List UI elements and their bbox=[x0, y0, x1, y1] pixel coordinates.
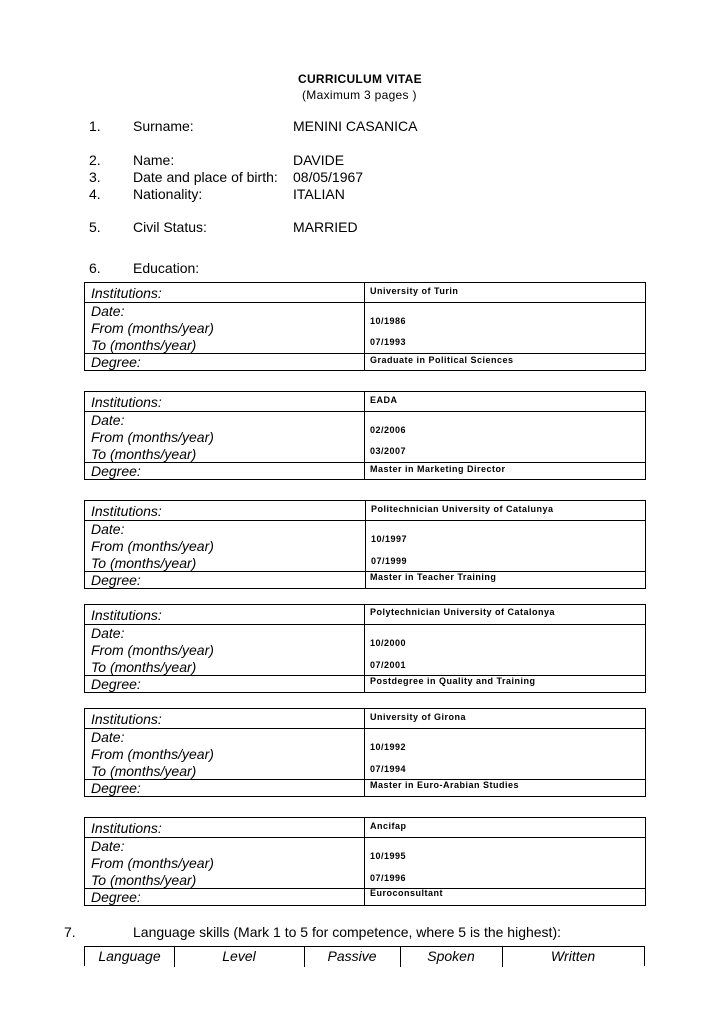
column-header-written: Written bbox=[550, 948, 596, 964]
institution-row bbox=[85, 283, 645, 303]
degree-row bbox=[85, 462, 645, 479]
to-value: 07/1999 bbox=[371, 556, 408, 566]
institutions-label: Institutions: bbox=[91, 503, 162, 519]
from-label: From (months/year) bbox=[91, 538, 214, 554]
degree-label: Degree: bbox=[91, 463, 141, 479]
field-label-surname: Surname: bbox=[133, 118, 194, 134]
field-number: 6. bbox=[89, 260, 101, 276]
degree-label: Degree: bbox=[91, 889, 141, 905]
to-label: To (months/year) bbox=[91, 763, 197, 779]
document-subtitle: (Maximum 3 pages ) bbox=[302, 88, 417, 102]
from-value: 10/1995 bbox=[370, 851, 407, 861]
institution-row bbox=[85, 392, 645, 412]
date-row bbox=[85, 728, 645, 780]
field-value-surname: MENINI CASANICA bbox=[293, 118, 418, 134]
language-section-heading: Language skills (Mark 1 to 5 for competence, where 5 is the highest): bbox=[133, 924, 561, 940]
institution-row bbox=[85, 501, 645, 521]
institution-value: University of Girona bbox=[370, 712, 467, 722]
language-skills-table bbox=[84, 946, 645, 966]
degree-row bbox=[85, 779, 645, 796]
document-title: CURRICULUM VITAE bbox=[298, 72, 422, 86]
education-table bbox=[84, 817, 646, 906]
to-value: 07/1996 bbox=[370, 873, 407, 883]
date-label: Date: bbox=[91, 412, 125, 428]
language-section-number: 7. bbox=[64, 924, 76, 940]
institution-value: Politechnician University of Catalunya bbox=[371, 504, 554, 514]
field-label-nationality: Nationality: bbox=[133, 186, 203, 202]
institution-value: University of Turin bbox=[370, 286, 459, 296]
education-table bbox=[84, 500, 646, 589]
date-label: Date: bbox=[91, 838, 125, 854]
degree-row bbox=[85, 675, 645, 692]
column-header-passive: Passive bbox=[327, 948, 377, 964]
from-label: From (months/year) bbox=[91, 429, 214, 445]
from-value: 10/2000 bbox=[370, 638, 407, 648]
to-value: 07/1994 bbox=[370, 764, 407, 774]
field-number: 4. bbox=[89, 186, 101, 202]
degree-value: Postdegree in Quality and Training bbox=[370, 676, 536, 686]
from-label: From (months/year) bbox=[91, 320, 214, 336]
from-value: 10/1986 bbox=[370, 316, 407, 326]
education-table bbox=[84, 604, 646, 693]
institutions-label: Institutions: bbox=[91, 394, 162, 410]
to-value: 07/1993 bbox=[370, 337, 407, 347]
to-label: To (months/year) bbox=[91, 555, 197, 571]
institution-row bbox=[85, 818, 645, 838]
field-number: 2. bbox=[89, 152, 101, 168]
education-table bbox=[84, 708, 646, 797]
degree-value: Euroconsultant bbox=[370, 888, 444, 898]
field-number: 1. bbox=[89, 118, 101, 134]
institution-value: Polytechnician University of Catalonya bbox=[370, 607, 556, 617]
field-label-civil-status: Civil Status: bbox=[133, 219, 207, 235]
from-label: From (months/year) bbox=[91, 642, 214, 658]
degree-value: Graduate in Political Sciences bbox=[370, 355, 514, 365]
field-label-birth: Date and place of birth: bbox=[133, 169, 278, 185]
from-label: From (months/year) bbox=[91, 855, 214, 871]
education-table bbox=[84, 391, 646, 480]
degree-label: Degree: bbox=[91, 354, 141, 370]
from-label: From (months/year) bbox=[91, 746, 214, 762]
degree-row bbox=[85, 353, 645, 370]
column-header-language: Language bbox=[98, 948, 161, 964]
from-value: 10/1997 bbox=[371, 534, 408, 544]
degree-row bbox=[85, 888, 645, 905]
date-row bbox=[85, 837, 645, 889]
date-label: Date: bbox=[91, 729, 125, 745]
degree-label: Degree: bbox=[91, 676, 141, 692]
field-number: 5. bbox=[89, 219, 101, 235]
column-header-level: Level bbox=[222, 948, 256, 964]
date-row bbox=[85, 520, 645, 572]
field-value-birth: 08/05/1967 bbox=[293, 169, 364, 185]
degree-value: Master in Teacher Training bbox=[370, 572, 497, 582]
date-row bbox=[85, 624, 645, 676]
to-value: 07/2001 bbox=[370, 660, 407, 670]
from-value: 02/2006 bbox=[370, 425, 407, 435]
degree-value: Master in Euro-Arabian Studies bbox=[370, 780, 520, 790]
date-label: Date: bbox=[91, 625, 125, 641]
field-label-education: Education: bbox=[133, 260, 200, 276]
institution-value: Ancifap bbox=[370, 821, 407, 831]
institutions-label: Institutions: bbox=[91, 285, 162, 301]
field-number: 3. bbox=[89, 169, 101, 185]
to-label: To (months/year) bbox=[91, 446, 197, 462]
field-value-nationality: ITALIAN bbox=[293, 186, 345, 202]
date-label: Date: bbox=[91, 521, 125, 537]
column-header-spoken: Spoken bbox=[427, 948, 475, 964]
date-row bbox=[85, 411, 645, 463]
degree-label: Degree: bbox=[91, 780, 141, 796]
to-label: To (months/year) bbox=[91, 337, 197, 353]
to-value: 03/2007 bbox=[370, 446, 407, 456]
to-label: To (months/year) bbox=[91, 872, 197, 888]
date-label: Date: bbox=[91, 303, 125, 319]
institutions-label: Institutions: bbox=[91, 607, 162, 623]
institution-row bbox=[85, 709, 645, 729]
institution-row bbox=[85, 605, 645, 625]
date-row bbox=[85, 302, 645, 354]
from-value: 10/1992 bbox=[370, 742, 407, 752]
degree-row bbox=[85, 571, 645, 588]
field-label-name: Name: bbox=[133, 152, 175, 168]
degree-label: Degree: bbox=[91, 572, 141, 588]
institutions-label: Institutions: bbox=[91, 711, 162, 727]
degree-value: Master in Marketing Director bbox=[370, 464, 506, 474]
institution-value: EADA bbox=[370, 395, 398, 405]
institutions-label: Institutions: bbox=[91, 820, 162, 836]
field-value-name: DAVIDE bbox=[293, 152, 345, 168]
to-label: To (months/year) bbox=[91, 659, 197, 675]
field-value-civil-status: MARRIED bbox=[293, 219, 358, 235]
education-table bbox=[84, 282, 646, 371]
